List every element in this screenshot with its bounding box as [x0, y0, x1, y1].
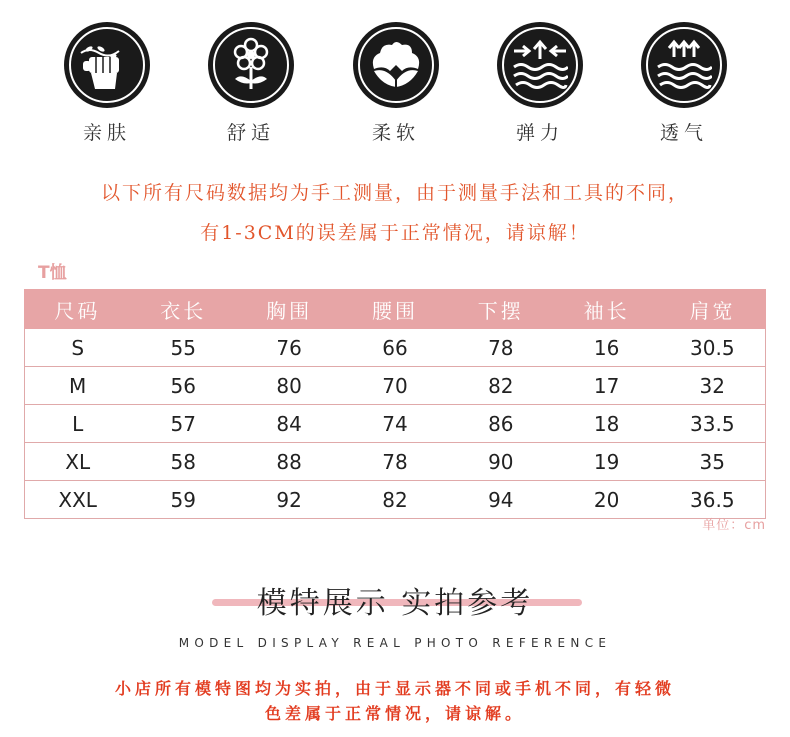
table-row — [25, 329, 766, 367]
table-cell: 86 — [448, 405, 554, 443]
column-header: 袖长 — [554, 290, 660, 329]
feature-breathable — [629, 22, 739, 145]
table-cell: 32 — [660, 367, 766, 405]
table-cell: 17 — [554, 367, 660, 405]
column-header: 腰围 — [342, 290, 448, 329]
unit-label: 单位：cm — [702, 518, 766, 533]
table-cell: M — [25, 367, 131, 405]
table-cell: 90 — [448, 443, 554, 481]
size-table — [24, 289, 766, 519]
table-cell: L — [25, 405, 131, 443]
column-header: 下摆 — [448, 290, 554, 329]
flower-icon — [208, 22, 294, 108]
color-difference-note-line-2: 色差属于正常情况，请谅解。 — [264, 704, 525, 723]
measurement-notice-line-2: 有1-3CM的误差属于正常情况，请谅解！ — [200, 222, 590, 244]
table-cell: 56 — [130, 367, 236, 405]
breathable-waves-icon — [641, 22, 727, 108]
table-cell: 88 — [236, 443, 342, 481]
table-cell: 78 — [448, 329, 554, 367]
feature-elastic — [485, 22, 595, 145]
table-row — [25, 405, 766, 443]
color-difference-note-line-1: 小店所有模特图均为实拍，由于显示器不同或手机不同，有轻微 — [114, 679, 675, 698]
section-title: 模特展示 实拍参考 — [256, 586, 534, 621]
feature-comfort — [196, 22, 306, 145]
table-cell: 94 — [448, 481, 554, 519]
table-cell: 66 — [342, 329, 448, 367]
size-table-header-row — [25, 290, 766, 329]
stretch-arrows-icon — [497, 22, 583, 108]
column-header: 肩宽 — [660, 290, 766, 329]
size-table-title: T恤 — [38, 263, 67, 283]
table-cell: XXL — [25, 481, 131, 519]
table-cell: 20 — [554, 481, 660, 519]
feature-label: 透气 — [659, 122, 708, 144]
table-cell: 18 — [554, 405, 660, 443]
column-header: 衣长 — [130, 290, 236, 329]
feature-skin-friendly — [52, 22, 162, 145]
feature-label: 舒适 — [226, 122, 275, 144]
table-row — [25, 443, 766, 481]
table-cell: XL — [25, 443, 131, 481]
feature-icons-row — [0, 22, 790, 152]
section-subtitle: MODEL DISPLAY REAL PHOTO REFERENCE — [178, 636, 612, 650]
measurement-notice-line-1: 以下所有尺码数据均为手工测量，由于测量手法和工具的不同， — [100, 182, 689, 204]
table-cell: 16 — [554, 329, 660, 367]
table-row — [25, 367, 766, 405]
table-cell: 82 — [342, 481, 448, 519]
table-cell: 70 — [342, 367, 448, 405]
fist-leaf-icon — [64, 22, 150, 108]
table-cell: 74 — [342, 405, 448, 443]
table-cell: 59 — [130, 481, 236, 519]
table-cell: 36.5 — [660, 481, 766, 519]
table-cell: 58 — [130, 443, 236, 481]
table-cell: 35 — [660, 443, 766, 481]
table-cell: 78 — [342, 443, 448, 481]
table-row — [25, 481, 766, 519]
model-display-heading — [0, 578, 790, 650]
feature-label: 柔软 — [371, 122, 420, 144]
table-cell: 84 — [236, 405, 342, 443]
table-cell: 82 — [448, 367, 554, 405]
table-cell: 57 — [130, 405, 236, 443]
feature-label: 亲肤 — [82, 122, 131, 144]
column-header: 尺码 — [25, 290, 131, 329]
cotton-icon — [353, 22, 439, 108]
feature-soft — [341, 22, 451, 145]
table-cell: 92 — [236, 481, 342, 519]
table-cell: 80 — [236, 367, 342, 405]
table-cell: 33.5 — [660, 405, 766, 443]
column-header: 胸围 — [236, 290, 342, 329]
table-cell: S — [25, 329, 131, 367]
table-cell: 76 — [236, 329, 342, 367]
table-cell: 30.5 — [660, 329, 766, 367]
table-cell: 55 — [130, 329, 236, 367]
feature-label: 弹力 — [515, 122, 564, 144]
table-cell: 19 — [554, 443, 660, 481]
